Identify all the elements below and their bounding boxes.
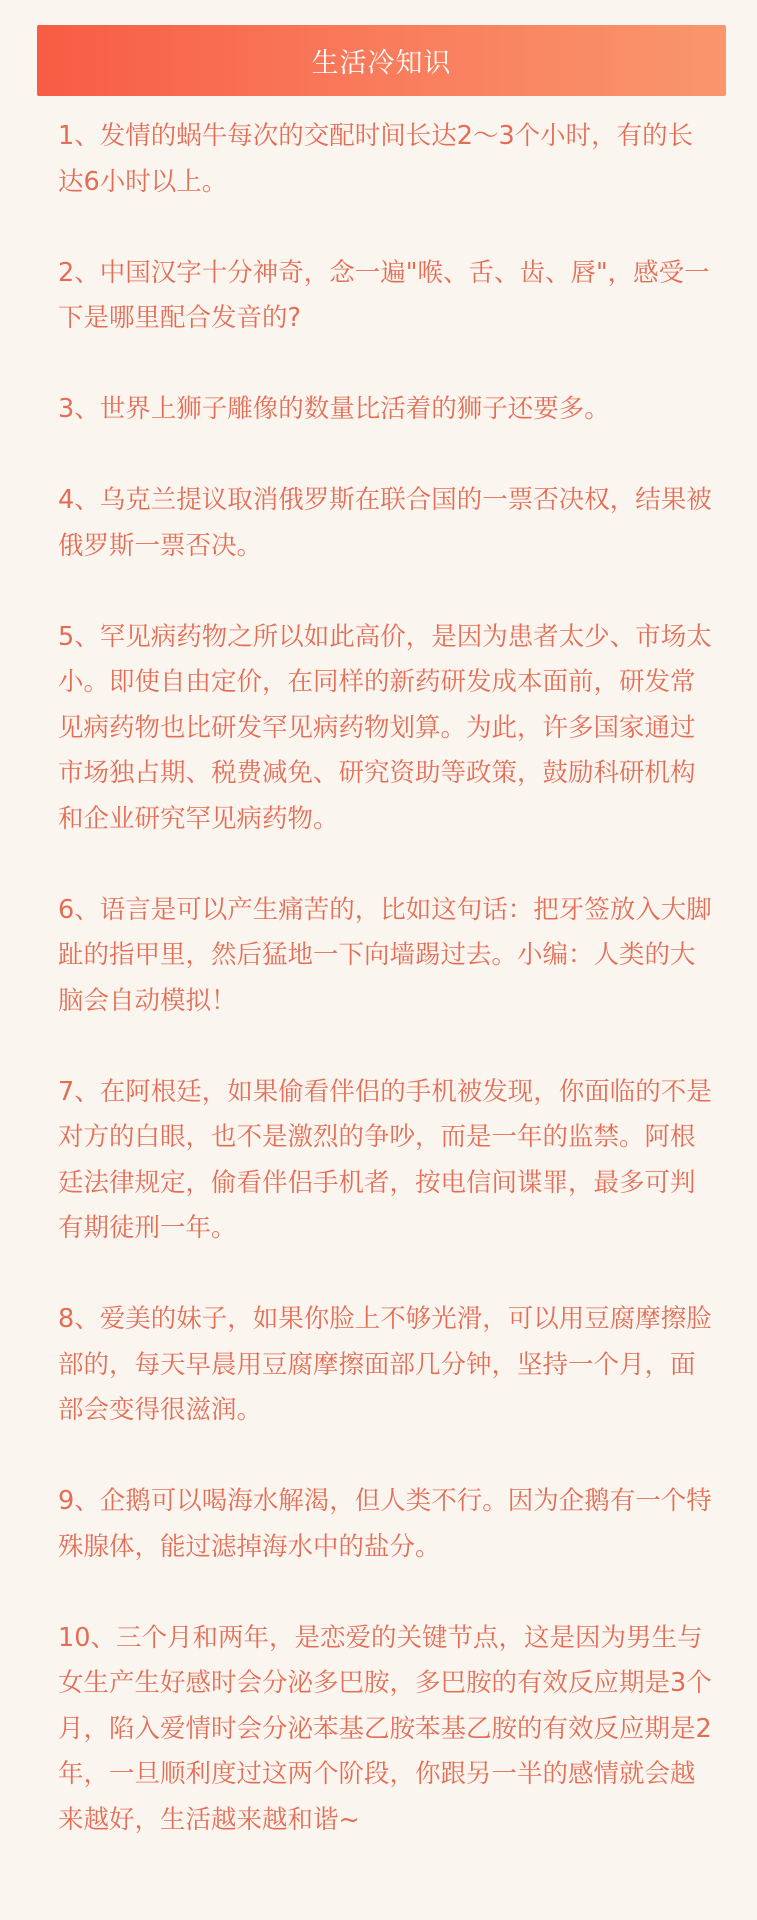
- fact-item-4: 4、乌克兰提议取消俄罗斯在联合国的一票否决权，结果被俄罗斯一票否决。: [58, 485, 712, 561]
- fact-item-8: 8、爱美的妹子，如果你脸上不够光滑，可以用豆腐摩擦脸部的，每天早晨用豆腐摩擦面部几分钟，坚持一个月，面部会变得很滋润。: [58, 1304, 712, 1425]
- header-banner: [37, 25, 726, 96]
- facts-list: [58, 114, 718, 1889]
- page-title: 生活冷知识: [311, 48, 452, 79]
- fact-item-10: 10、三个月和两年，是恋爱的关键节点，这是因为男生与女生产生好感时会分泌多巴胺，多巴胺的有效反应期是3个月，陷入爱情时会分泌苯基乙胺苯基乙胺的有效反应期是2年，一旦顺利度过这两个阶段，你跟另一半的感情就会越来越好，生活越来越和谐~: [58, 1622, 712, 1835]
- fact-item-5: 5、罕见病药物之所以如此高价，是因为患者太少、市场太小。即使自由定价，在同样的新药研发成本面前，研发常见病药物也比研发罕见病药物划算。为此，许多国家通过市场独占期、税费减免、研究资助等政策，鼓励科研机构和企业研究罕见病药物。: [58, 621, 712, 834]
- fact-item-2: 2、中国汉字十分神奇，念一遍"喉、舌、齿、唇"，感受一下是哪里配合发音的?: [58, 257, 710, 333]
- fact-item-9: 9、企鹅可以喝海水解渴，但人类不行。因为企鹅有一个特殊腺体，能过滤掉海水中的盐分。: [58, 1486, 712, 1562]
- fact-item-7: 7、在阿根廷，如果偷看伴侣的手机被发现，你面临的不是对方的白眼，也不是激烈的争吵，而是一年的监禁。阿根廷法律规定，偷看伴侣手机者，按电信间谍罪，最多可判有期徒刑一年。: [58, 1076, 712, 1243]
- fact-item-3: 3、世界上狮子雕像的数量比活着的狮子还要多。: [58, 394, 610, 424]
- fact-item-6: 6、语言是可以产生痛苦的，比如这句话：把牙签放入大脚趾的指甲里，然后猛地一下向墙踢过去。小编：人类的大脑会自动模拟！: [58, 894, 712, 1016]
- fact-item-1: 1、发情的蜗牛每次的交配时间长达2～3个小时，有的长达6小时以上。: [58, 121, 694, 197]
